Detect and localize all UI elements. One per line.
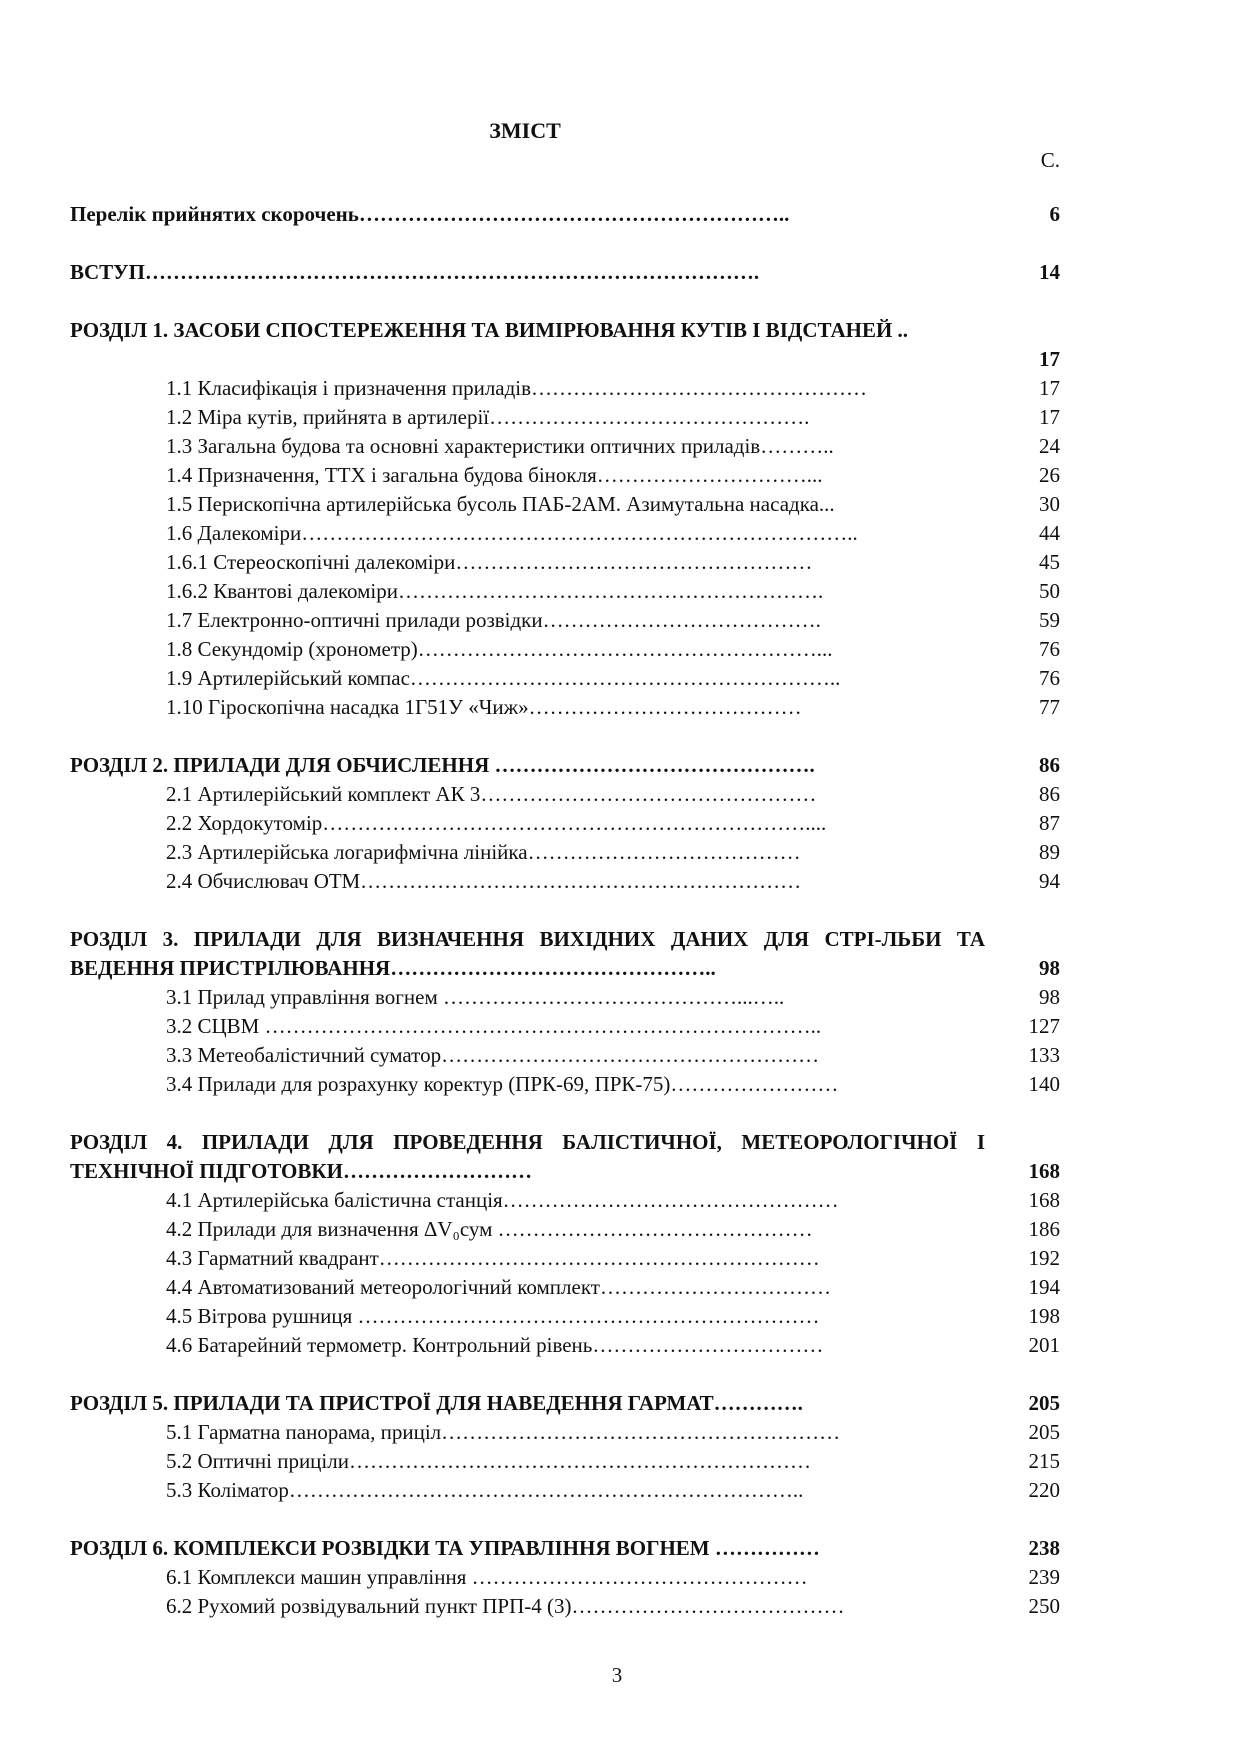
toc-entry [70, 838, 1060, 867]
toc-entry-page: 59 [1039, 608, 1060, 632]
toc-section-heading [70, 925, 1060, 983]
toc-entry-label: 2.3 Артилерійська логарифмічна лінійка………………………………… [166, 840, 801, 864]
toc-entry-page: 76 [1039, 637, 1060, 661]
toc-heading-label: РОЗДІЛ 3. ПРИЛАДИ ДЛЯ ВИЗНАЧЕННЯ ВИХІДНИХ ДАНИХ ДЛЯ СТРІ-ЛЬБИ ТА ВЕДЕННЯ ПРИСТРІЛЮВАННЯ……………………………………….. [70, 927, 985, 980]
toc-entry-page: 86 [1039, 782, 1060, 806]
page-number: 3 [611, 1663, 623, 1687]
toc-entry [70, 548, 1060, 577]
toc-heading-page: 98 [1039, 956, 1060, 980]
toc-heading-label: РОЗДІЛ 1. ЗАСОБИ СПОСТЕРЕЖЕННЯ ТА ВИМІРЮВАННЯ КУТІВ І ВІДСТАНЕЙ .. [70, 318, 909, 342]
toc-entry-label: 1.3 Загальна будова та основні характеристики оптичних приладів……….. [166, 434, 834, 458]
toc-entry-page: 26 [1039, 463, 1060, 487]
toc-entry-label: 2.2 Хордокутомір…………………………………………………………….... [166, 811, 827, 835]
toc-entry [70, 693, 1060, 722]
toc-entry [70, 1592, 1060, 1621]
toc-entry-label: 6.1 Комплекси машин управління ………………………………………… [166, 1565, 808, 1589]
toc-entry-label: 3.4 Прилади для розрахунку коректур (ПРК-69, ПРК-75)…………………… [166, 1072, 839, 1096]
toc-entry-page: 24 [1039, 434, 1060, 458]
toc-entry [70, 983, 1060, 1012]
toc-entry [70, 1215, 1060, 1244]
toc-entry-page: 250 [1028, 1594, 1060, 1618]
toc-heading-label: ВСТУП……………………………………………………………………………. [70, 260, 760, 284]
toc-heading-label: РОЗДІЛ 6. КОМПЛЕКСИ РОЗВІДКИ ТА УПРАВЛІННЯ ВОГНЕМ …………… [70, 1536, 820, 1560]
toc-entry-page: 45 [1039, 550, 1060, 574]
toc-entry-page: 30 [1039, 492, 1060, 516]
toc-entry-page: 127 [1028, 1014, 1060, 1038]
toc-heading-label: РОЗДІЛ 5. ПРИЛАДИ ТА ПРИСТРОЇ ДЛЯ НАВЕДЕННЯ ГАРМАТ…………. [70, 1391, 803, 1415]
page-column-label: С. [1040, 148, 1060, 172]
toc-entry-label: 6.2 Рухомий розвідувальний пункт ПРП-4 (3)………………………………… [166, 1594, 845, 1618]
section-gap [70, 1099, 1060, 1128]
section-gap [70, 722, 1060, 751]
toc-entry [70, 1070, 1060, 1099]
toc-entry-label: 4.2 Прилади для визначення ΔV₀сум ……………………………………… [166, 1217, 813, 1241]
toc-entry-label: 1.6.2 Квантові далекоміри……………………………………………………. [166, 579, 824, 603]
toc-entry-page: 239 [1028, 1565, 1060, 1589]
toc-entry [70, 490, 1060, 519]
toc-entry-page: 215 [1028, 1449, 1060, 1473]
page-title: ЗМІСТ [489, 118, 561, 143]
toc-entry-page: 194 [1028, 1275, 1060, 1299]
toc-heading-page: 205 [1028, 1391, 1060, 1415]
toc-entry [70, 635, 1060, 664]
toc-section-heading [70, 316, 1060, 374]
toc-entry [70, 1418, 1060, 1447]
toc-entry-page: 77 [1039, 695, 1060, 719]
toc-entry [70, 1331, 1060, 1360]
toc-entry-page: 205 [1028, 1420, 1060, 1444]
toc-entry [70, 1186, 1060, 1215]
toc-heading-label: РОЗДІЛ 4. ПРИЛАДИ ДЛЯ ПРОВЕДЕННЯ БАЛІСТИЧНОЇ, МЕТЕОРОЛОГІЧНОЇ І ТЕХНІЧНОЇ ПІДГОТОВКИ……………………… [70, 1130, 985, 1183]
toc-section-heading [70, 200, 1060, 229]
toc-entry-label: 1.6 Далекоміри…………………………………………………………………….. [166, 521, 858, 545]
toc-heading-label: РОЗДІЛ 2. ПРИЛАДИ ДЛЯ ОБЧИСЛЕННЯ ………………………………………. [70, 753, 815, 777]
toc-entry-page: 98 [1039, 985, 1060, 1009]
toc-entry-label: 2.4 Обчислювач ОТМ……………………………………………………… [166, 869, 802, 893]
toc-entry-page: 50 [1039, 579, 1060, 603]
toc-entry [70, 1244, 1060, 1273]
section-gap [70, 229, 1060, 258]
toc-entry-label: 4.3 Гарматний квадрант……………………………………………………… [166, 1246, 820, 1270]
toc-entry-page: 140 [1028, 1072, 1060, 1096]
toc-heading-page: 6 [1049, 202, 1060, 226]
toc-section-heading [70, 751, 1060, 780]
toc-heading-page: 168 [1028, 1159, 1060, 1183]
toc-entry-label: 1.7 Електронно-оптичні прилади розвідки…………………………………. [166, 608, 821, 632]
section-gap [70, 287, 1060, 316]
toc-entry-label: 4.1 Артилерійська балістична станція………………………………………… [166, 1188, 839, 1212]
toc-entry-page: 76 [1039, 666, 1060, 690]
toc-entry-page: 94 [1039, 869, 1060, 893]
toc-entry-label: 5.2 Оптичні приціли………………………………………………………… [166, 1449, 811, 1473]
toc-entry [70, 1273, 1060, 1302]
toc-heading-page: 238 [1028, 1536, 1060, 1560]
toc-entry-label: 1.1 Класифікація і призначення приладів………………………………………… [166, 376, 868, 400]
toc-entry [70, 1563, 1060, 1592]
table-of-contents [70, 200, 1060, 1621]
toc-entry-label: 1.6.1 Стереоскопічні далекоміри…………………………………………… [166, 550, 813, 574]
toc-entry [70, 664, 1060, 693]
toc-entry-label: 1.9 Артилерійський компас…………………………………………………….. [166, 666, 841, 690]
toc-entry [70, 780, 1060, 809]
toc-entry [70, 606, 1060, 635]
toc-entry-page: 87 [1039, 811, 1060, 835]
toc-entry [70, 809, 1060, 838]
toc-section-heading [70, 1534, 1060, 1563]
toc-entry-label: 3.3 Метеобалістичний суматор……………………………………………… [166, 1043, 820, 1067]
toc-section-heading [70, 1128, 1060, 1186]
toc-entry-label: 1.5 Перископічна артилерійська бусоль ПАБ-2АМ. Азимутальна насадка... [166, 492, 835, 516]
toc-heading-page: 86 [1039, 753, 1060, 777]
toc-entry-label: 1.8 Секундомір (хронометр)…………………………………………………... [166, 637, 833, 661]
toc-entry-page: 17 [1039, 405, 1060, 429]
toc-entry [70, 403, 1060, 432]
toc-entry [70, 1447, 1060, 1476]
toc-entry-page: 17 [1039, 376, 1060, 400]
toc-entry-page: 201 [1028, 1333, 1060, 1357]
toc-entry-label: 1.4 Призначення, ТТХ і загальна будова бінокля…………………………... [166, 463, 823, 487]
toc-entry-label: 4.4 Автоматизований метеорологічний комплект…………………………… [166, 1275, 831, 1299]
toc-entry-label: 4.6 Батарейний термометр. Контрольний рівень…………………………… [166, 1333, 824, 1357]
toc-entry [70, 374, 1060, 403]
toc-entry-page: 89 [1039, 840, 1060, 864]
section-gap [70, 1360, 1060, 1389]
toc-entry-label: 1.2 Міра кутів, прийнята в артилерії………………………………………. [166, 405, 810, 429]
toc-entry-label: 3.1 Прилад управління вогнем ……………………………………...….. [166, 985, 785, 1009]
toc-entry [70, 1012, 1060, 1041]
toc-entry [70, 1041, 1060, 1070]
toc-entry-page: 133 [1028, 1043, 1060, 1067]
section-gap [70, 896, 1060, 925]
toc-entry-page: 192 [1028, 1246, 1060, 1270]
toc-entry-page: 198 [1028, 1304, 1060, 1328]
toc-entry [70, 432, 1060, 461]
toc-entry [70, 461, 1060, 490]
toc-entry-label: 3.2 СЦВМ …………………………………………………………………….. [166, 1014, 822, 1038]
toc-entry-label: 4.5 Вітрова рушниця ………………………………………………………… [166, 1304, 820, 1328]
toc-entry-label: 2.1 Артилерійський комплект АК 3………………………………………… [166, 782, 817, 806]
toc-entry-label: 1.10 Гіроскопічна насадка 1Г51У «Чиж»………………………………… [166, 695, 802, 719]
toc-heading-label: Перелік прийнятих скорочень…………………………………………………….. [70, 202, 790, 226]
section-gap [70, 1505, 1060, 1534]
toc-heading-page: 17 [1039, 347, 1060, 371]
toc-entry [70, 867, 1060, 896]
toc-entry [70, 1302, 1060, 1331]
toc-entry [70, 1476, 1060, 1505]
toc-entry-page: 186 [1028, 1217, 1060, 1241]
toc-entry-page: 220 [1028, 1478, 1060, 1502]
toc-entry-label: 5.1 Гарматна панорама, приціл………………………………………………… [166, 1420, 841, 1444]
toc-entry-label: 5.3 Коліматор……………………………………………………………….. [166, 1478, 804, 1502]
toc-entry [70, 577, 1060, 606]
toc-section-heading [70, 1389, 1060, 1418]
toc-entry-page: 168 [1028, 1188, 1060, 1212]
toc-entry [70, 519, 1060, 548]
toc-entry-page: 44 [1039, 521, 1060, 545]
toc-section-heading [70, 258, 1060, 287]
toc-heading-page: 14 [1039, 260, 1060, 284]
